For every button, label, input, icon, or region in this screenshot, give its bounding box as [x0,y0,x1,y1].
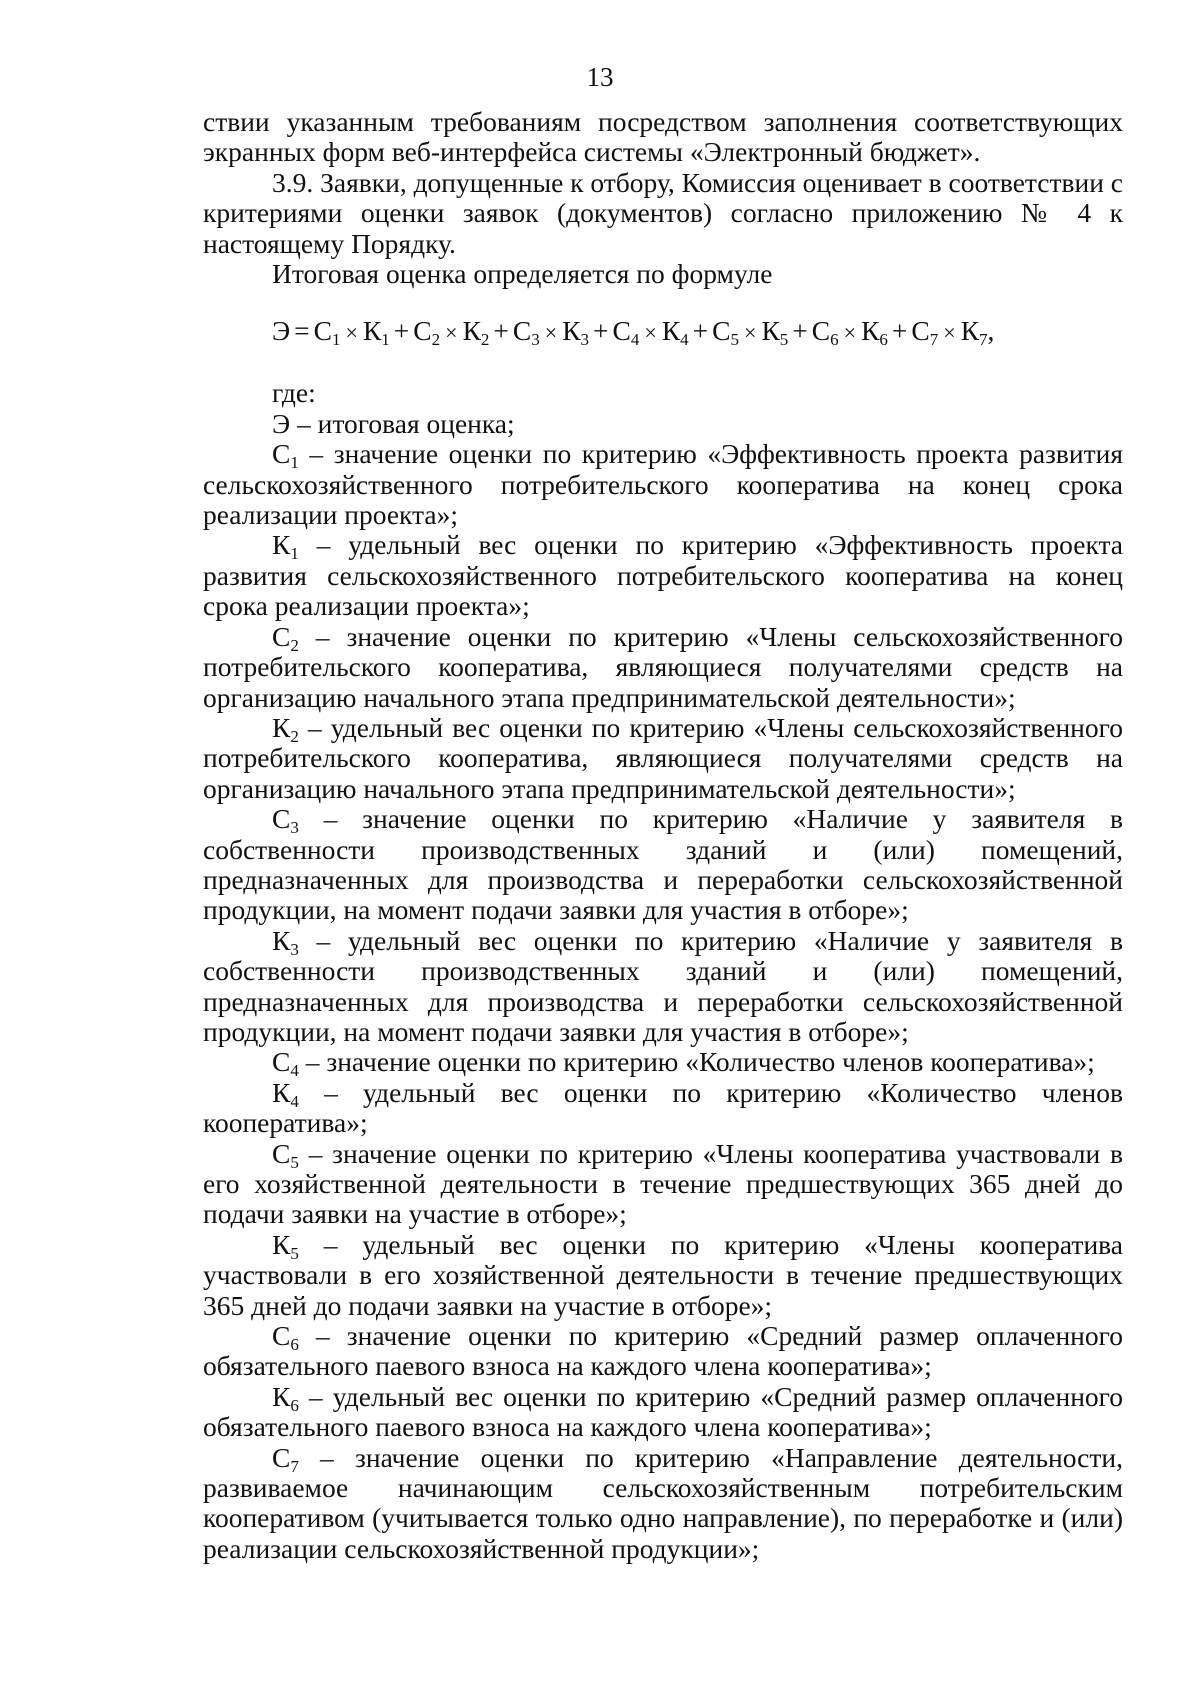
formula-subscript: 2 [480,330,490,350]
formula-criterion-score: С [811,315,831,347]
definition-symbol: С [272,438,291,470]
definition-text: – удельный вес оценки по критерию «Наличие у заявителя в собственности производственных зданий и (или) помещений, предназначенных для производства и переработки сельскохозяйственной продукции, на момент подачи заявки для участия в отборе»; [203,924,1123,1047]
definition-item [203,1382,1123,1443]
formula-times: × [843,320,857,346]
formula-criterion-weight: К [462,315,481,347]
definition-text: – значение оценки по критерию «Количество членов кооператива»; [298,1046,1095,1078]
formula-criterion-weight: К [761,315,780,347]
formula-subscript: 7 [929,330,939,350]
definition-subscript: 5 [290,1243,299,1263]
formula-times: × [744,320,757,346]
definition-text: – значение оценки по критерию «Члены кооператива участвовали в его хозяйственной деятельности в течение предшествующих 365 дней до подачи заявки на участие в отборе»; [203,1137,1123,1230]
formula-criterion-score: С [911,315,930,347]
definition-symbol: К [272,924,291,956]
formula-plus: + [493,315,509,347]
definition-subscript: 7 [290,1456,299,1476]
formula-subscript: 7 [979,330,988,350]
definition-item [203,926,1123,1048]
definition-item [203,1139,1123,1230]
formula-times: × [445,320,458,346]
formula-subscript: 3 [531,330,540,350]
definition-subscript: 3 [290,818,299,838]
formula-subscript: 1 [381,330,390,350]
definition-subscript: 3 [290,939,299,959]
definition-subscript: 4 [290,1061,299,1081]
definition-subscript: 1 [290,453,299,473]
definition-text: – значение оценки по критерию «Средний размер оплаченного обязательного паевого взноса на каждого члена кооператива»; [203,1320,1123,1382]
formula-subscript: 4 [630,330,640,350]
formula-criterion-weight: К [661,315,681,347]
formula-criterion-score: С [413,315,432,347]
definition-subscript: 4 [290,1091,299,1111]
definition-subscript: 6 [290,1395,299,1415]
definition-subscript: 5 [290,1152,299,1172]
formula-plus: + [792,315,808,347]
definition-symbol: К [272,1228,291,1260]
definition-item [203,1078,1123,1139]
definition-subscript: 2 [290,726,299,746]
paragraph: Итоговая оценка определяется по формуле [272,258,773,290]
formula-criterion-score: С [313,315,333,347]
formula-criterion-score: С [712,315,731,347]
definition-symbol: Э [272,407,291,439]
where-label: где: [272,377,316,409]
formula-criterion-score: С [512,315,532,347]
score-formula [203,316,1123,348]
formula-subscript: 5 [779,330,789,350]
formula-subscript: 4 [680,330,689,350]
formula-plus: + [393,315,410,347]
formula-times: × [943,320,956,346]
definition-text: – значение оценки по критерию «Наличие у заявителя в собственности производственных зданий и (или) помещений, предназначенных для производства и переработки сельскохозяйственной продукции, на момент подачи заявки для участия в отборе»; [203,803,1123,926]
definition-item [203,1230,1123,1321]
definition-text: – значение оценки по критерию «Члены сельскохозяйственного потребительского кооператива, являющиеся получателями средств на организацию начального этапа предпринимательской деятельности»; [203,620,1123,713]
definition-symbol: К [272,1076,291,1108]
formula-criterion-weight: К [362,315,382,347]
formula-subscript: 3 [580,330,590,350]
document-body [203,107,1123,1564]
intro-paragraphs [203,107,1123,289]
definition-item [203,530,1123,621]
definition-text: – удельный вес оценки по критерию «Количество членов кооператива»; [203,1076,1123,1139]
definition-text: – удельный вес оценки по критерию «Члены кооператива участвовали в его хозяйственной деятельности в течение предшествующих 365 дней до подачи заявки на участие в отборе»; [203,1228,1123,1321]
definition-item [203,1046,1123,1081]
definition-item [203,409,1123,439]
definition-symbol: К [272,529,291,561]
formula-times: × [644,320,657,346]
paragraph: ствии указанным требованиям посредством заполнения соответствующих экранных форм веб-интерфейса системы «Электронный бюджет». [203,106,1123,168]
formula-criterion-weight: К [960,315,980,347]
formula-plus: + [891,315,908,347]
definition-item [203,1321,1123,1382]
formula-subscript: 5 [730,330,740,350]
definition-text: – значение оценки по критерию «Направление деятельности, развиваемое начинающим сельскохозяйственным потребительским кооперативом (учитывается только одно направление), по переработке и (или) реализации сельскохозяйственной продукции»; [203,1441,1123,1564]
definition-item [203,713,1123,804]
formula-subscript: 2 [431,330,441,350]
definition-item [203,804,1123,926]
formula-criterion-weight: К [562,315,581,347]
definition-text: – удельный вес оценки по критерию «Эффективность проекта развития сельскохозяйственного потребительского кооператива на конец срока реализации проекта»; [203,529,1123,622]
definition-text: – значение оценки по критерию «Эффективность проекта развития сельскохозяйственного потребительского кооператива на конец срока реализации проекта»; [203,438,1123,531]
definition-symbol: К [272,1380,291,1412]
definition-text: – итоговая оценка; [290,407,515,439]
page-number: 13 [586,62,614,92]
definition-text: – удельный вес оценки по критерию «Средний размер оплаченного обязательного паевого взноса на каждого члена кооператива»; [203,1380,1123,1443]
formula-plus: + [593,315,609,347]
definition-symbol: С [272,1441,291,1473]
formula-subscript: 1 [332,330,341,350]
definition-symbol: С [272,1046,291,1078]
formula-equals: = [294,315,310,347]
definition-text: – удельный вес оценки по критерию «Члены сельскохозяйственного потребительского кооператива, являющиеся получателями средств на организацию начального этапа предпринимательской деятельности»; [203,711,1123,804]
formula-criterion-score: С [612,315,631,347]
definition-subscript: 2 [290,635,299,655]
formula-terminator: , [987,315,995,347]
formula-times: × [345,320,358,346]
definition-symbol: С [272,1137,291,1169]
definition-symbol: С [272,803,291,835]
paragraph: 3.9. Заявки, допущенные к отбору, Комиссия оценивает в соответствии с критериями оценки заявок (документов) согласно приложению № 4 к настоящему Порядку. [203,166,1123,259]
definition-item [203,439,1123,530]
definitions-list [203,409,1123,1564]
definition-item [203,1443,1123,1565]
definition-item [203,622,1123,713]
formula-plus: + [692,315,709,347]
formula-criterion-weight: К [861,315,880,347]
definition-symbol: К [272,711,291,743]
formula-lhs: Э [272,315,291,347]
formula-subscript: 6 [830,330,839,350]
formula-times: × [544,320,558,346]
formula-subscript: 6 [879,330,888,350]
definition-subscript: 6 [290,1335,299,1355]
definition-symbol: С [272,1320,291,1352]
definition-subscript: 1 [290,544,299,564]
definition-symbol: С [272,620,291,652]
